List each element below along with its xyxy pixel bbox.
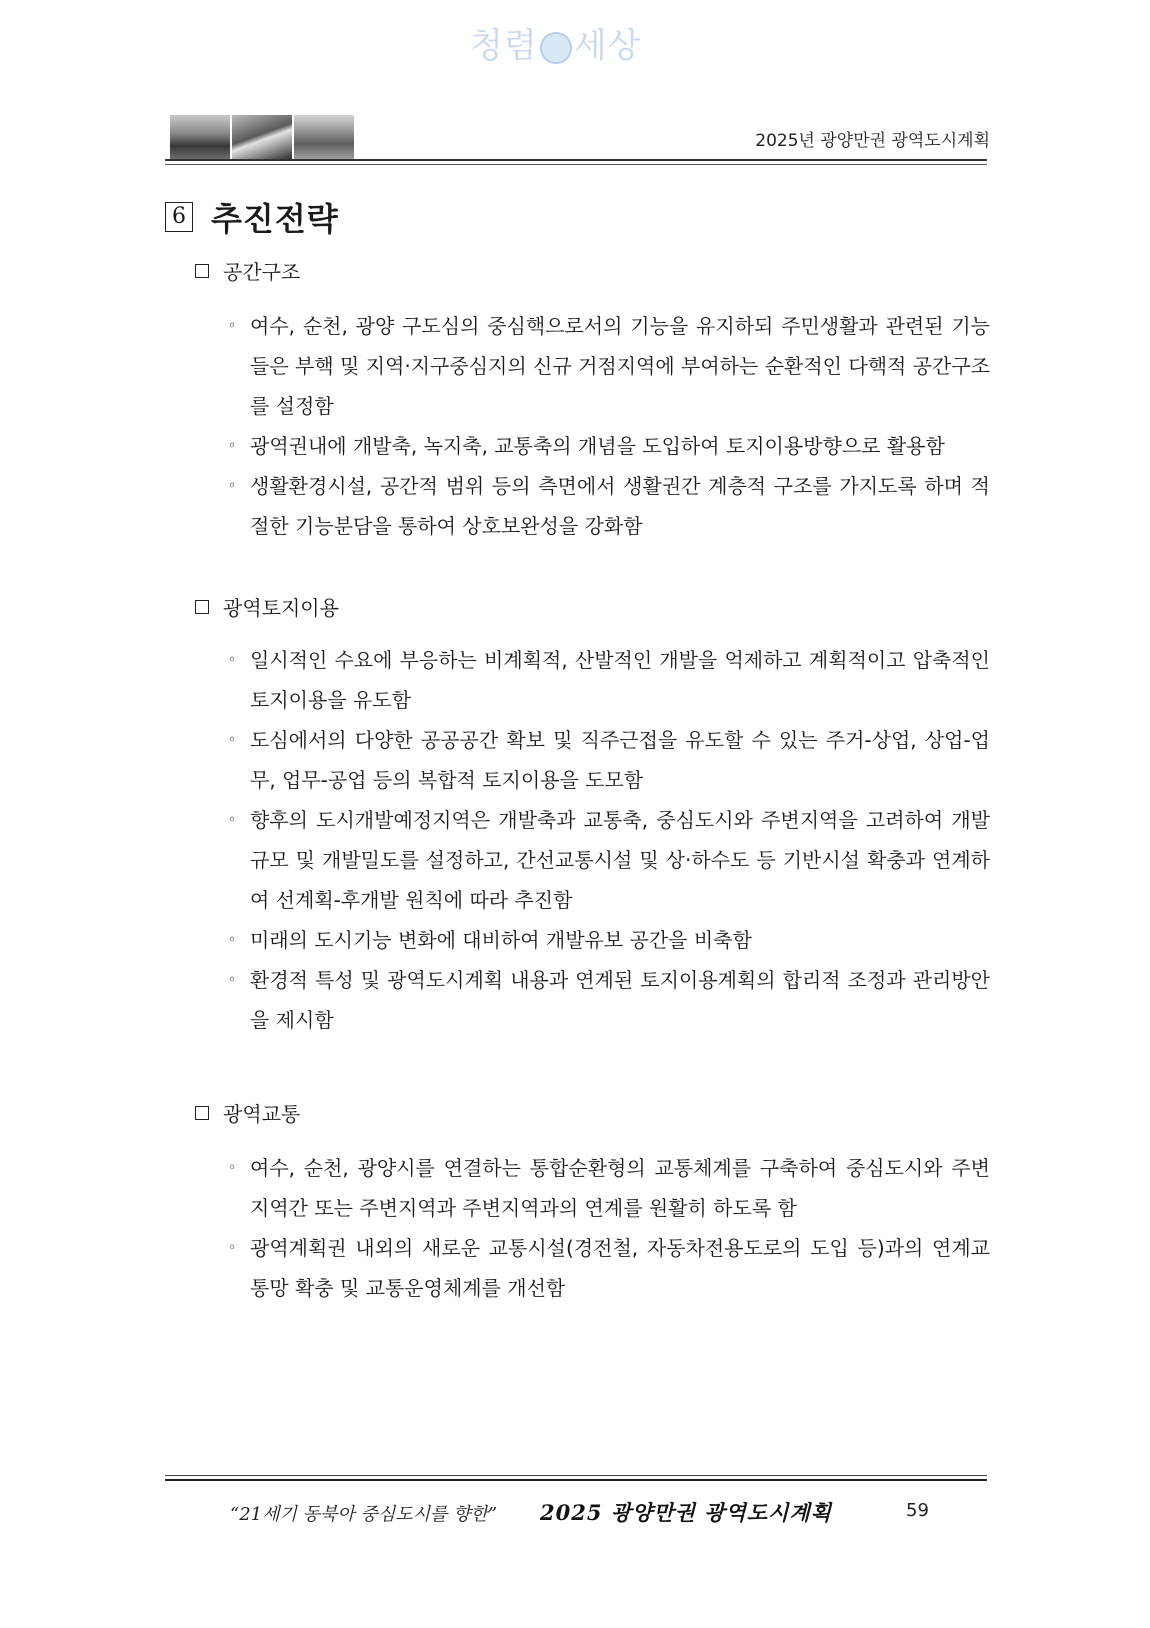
list-item: ◦ 광역계획권 내외의 새로운 교통시설(경전철, 자동차전용도로의 도입 등)과의 연계교통망 확충 및 교통운영체계를 개선함 [228, 1228, 990, 1308]
bullet-list [228, 306, 990, 546]
subsection-title: 광역토지이용 [223, 596, 339, 620]
header-photo [232, 115, 292, 159]
page-number: 59 [906, 1500, 929, 1521]
square-bullet-icon [195, 264, 209, 278]
watermark-badge [540, 32, 572, 64]
bullet-dot-icon: ◦ [228, 1160, 237, 1176]
header-photo [294, 115, 354, 159]
subsection-heading [195, 1098, 300, 1127]
list-item: ◦ 향후의 도시개발예정지역은 개발축과 교통축, 중심도시와 주변지역을 고려하여 개발규모 및 개발밀도를 설정하고, 간선교통시설 및 상·하수도 등 기반시설 확충과 연계하여 선계획-후개발 원칙에 따라 추진함 [228, 800, 990, 920]
bullet-dot-icon: ◦ [228, 1240, 237, 1256]
list-item: ◦ 도심에서의 다양한 공공공간 확보 및 직주근접을 유도할 수 있는 주거-상업, 상업-업무, 업무-공업 등의 복합적 토지이용을 도모함 [228, 720, 990, 800]
list-item: ◦ 환경적 특성 및 광역도시계획 내용과 연계된 토지이용계획의 합리적 조정과 관리방안을 제시함 [228, 960, 990, 1040]
watermark-text-right: 세상 [573, 26, 642, 66]
watermark-text-left: 청렴 [470, 26, 538, 66]
footer-rule [165, 1479, 987, 1481]
section-title: 추진전략 [211, 200, 339, 238]
bullet-dot-icon: ◦ [228, 478, 237, 494]
list-item: ◦ 광역권내에 개발축, 녹지축, 교통축의 개념을 도입하여 토지이용방향으로 활용함 [228, 426, 990, 466]
header-rule [165, 159, 987, 161]
bullet-list [228, 1148, 990, 1308]
bullet-dot-icon: ◦ [228, 732, 237, 748]
footer-rule [165, 1475, 987, 1476]
header-photo [170, 115, 230, 159]
bullet-dot-icon: ◦ [228, 652, 237, 668]
bullet-dot-icon: ◦ [228, 972, 237, 988]
running-header-title: 2025년 광양만권 광역도시계획 [755, 131, 990, 151]
bullet-dot-icon: ◦ [228, 318, 237, 334]
list-item: ◦ 여수, 순천, 광양시를 연결하는 통합순환형의 교통체계를 구축하여 중심도시와 주변 지역간 또는 주변지역과 주변지역과의 연계를 원활히 하도록 함 [228, 1148, 990, 1228]
list-item: ◦ 여수, 순천, 광양 구도심의 중심핵으로서의 기능을 유지하되 주민생활과 관련된 기능들은 부핵 및 지역·지구중심지의 신규 거점지역에 부여하는 순환적인 다핵적 공간구조를 설정함 [228, 306, 990, 426]
watermark-logo [470, 18, 670, 68]
footer-slogan: “21세기 동북아 중심도시를 향한” [230, 1504, 498, 1525]
bullet-dot-icon: ◦ [228, 438, 237, 454]
list-item: ◦ 일시적인 수요에 부응하는 비계획적, 산발적인 개발을 억제하고 계획적이고 압축적인 토지이용을 유도함 [228, 640, 990, 720]
section-number: 6 [165, 202, 193, 232]
subsection-heading [195, 256, 300, 285]
list-item: ◦ 생활환경시설, 공간적 범위 등의 측면에서 생활권간 계층적 구조를 가지도록 하며 적절한 기능분담을 통하여 상호보완성을 강화함 [228, 466, 990, 546]
header-rule [165, 164, 987, 165]
footer-title: 2025 광양만권 광역도시계획 [540, 1500, 832, 1525]
subsection-title: 공간구조 [223, 260, 301, 284]
bullet-list [228, 640, 990, 1040]
list-item: ◦ 미래의 도시기능 변화에 대비하여 개발유보 공간을 비축함 [228, 920, 990, 960]
section-heading [165, 194, 339, 240]
bullet-dot-icon: ◦ [228, 812, 237, 828]
subsection-title: 광역교통 [223, 1102, 301, 1126]
subsection-heading [195, 592, 339, 621]
bullet-dot-icon: ◦ [228, 932, 237, 948]
square-bullet-icon [195, 600, 209, 614]
header-photo-strip [170, 115, 354, 159]
square-bullet-icon [195, 1106, 209, 1120]
